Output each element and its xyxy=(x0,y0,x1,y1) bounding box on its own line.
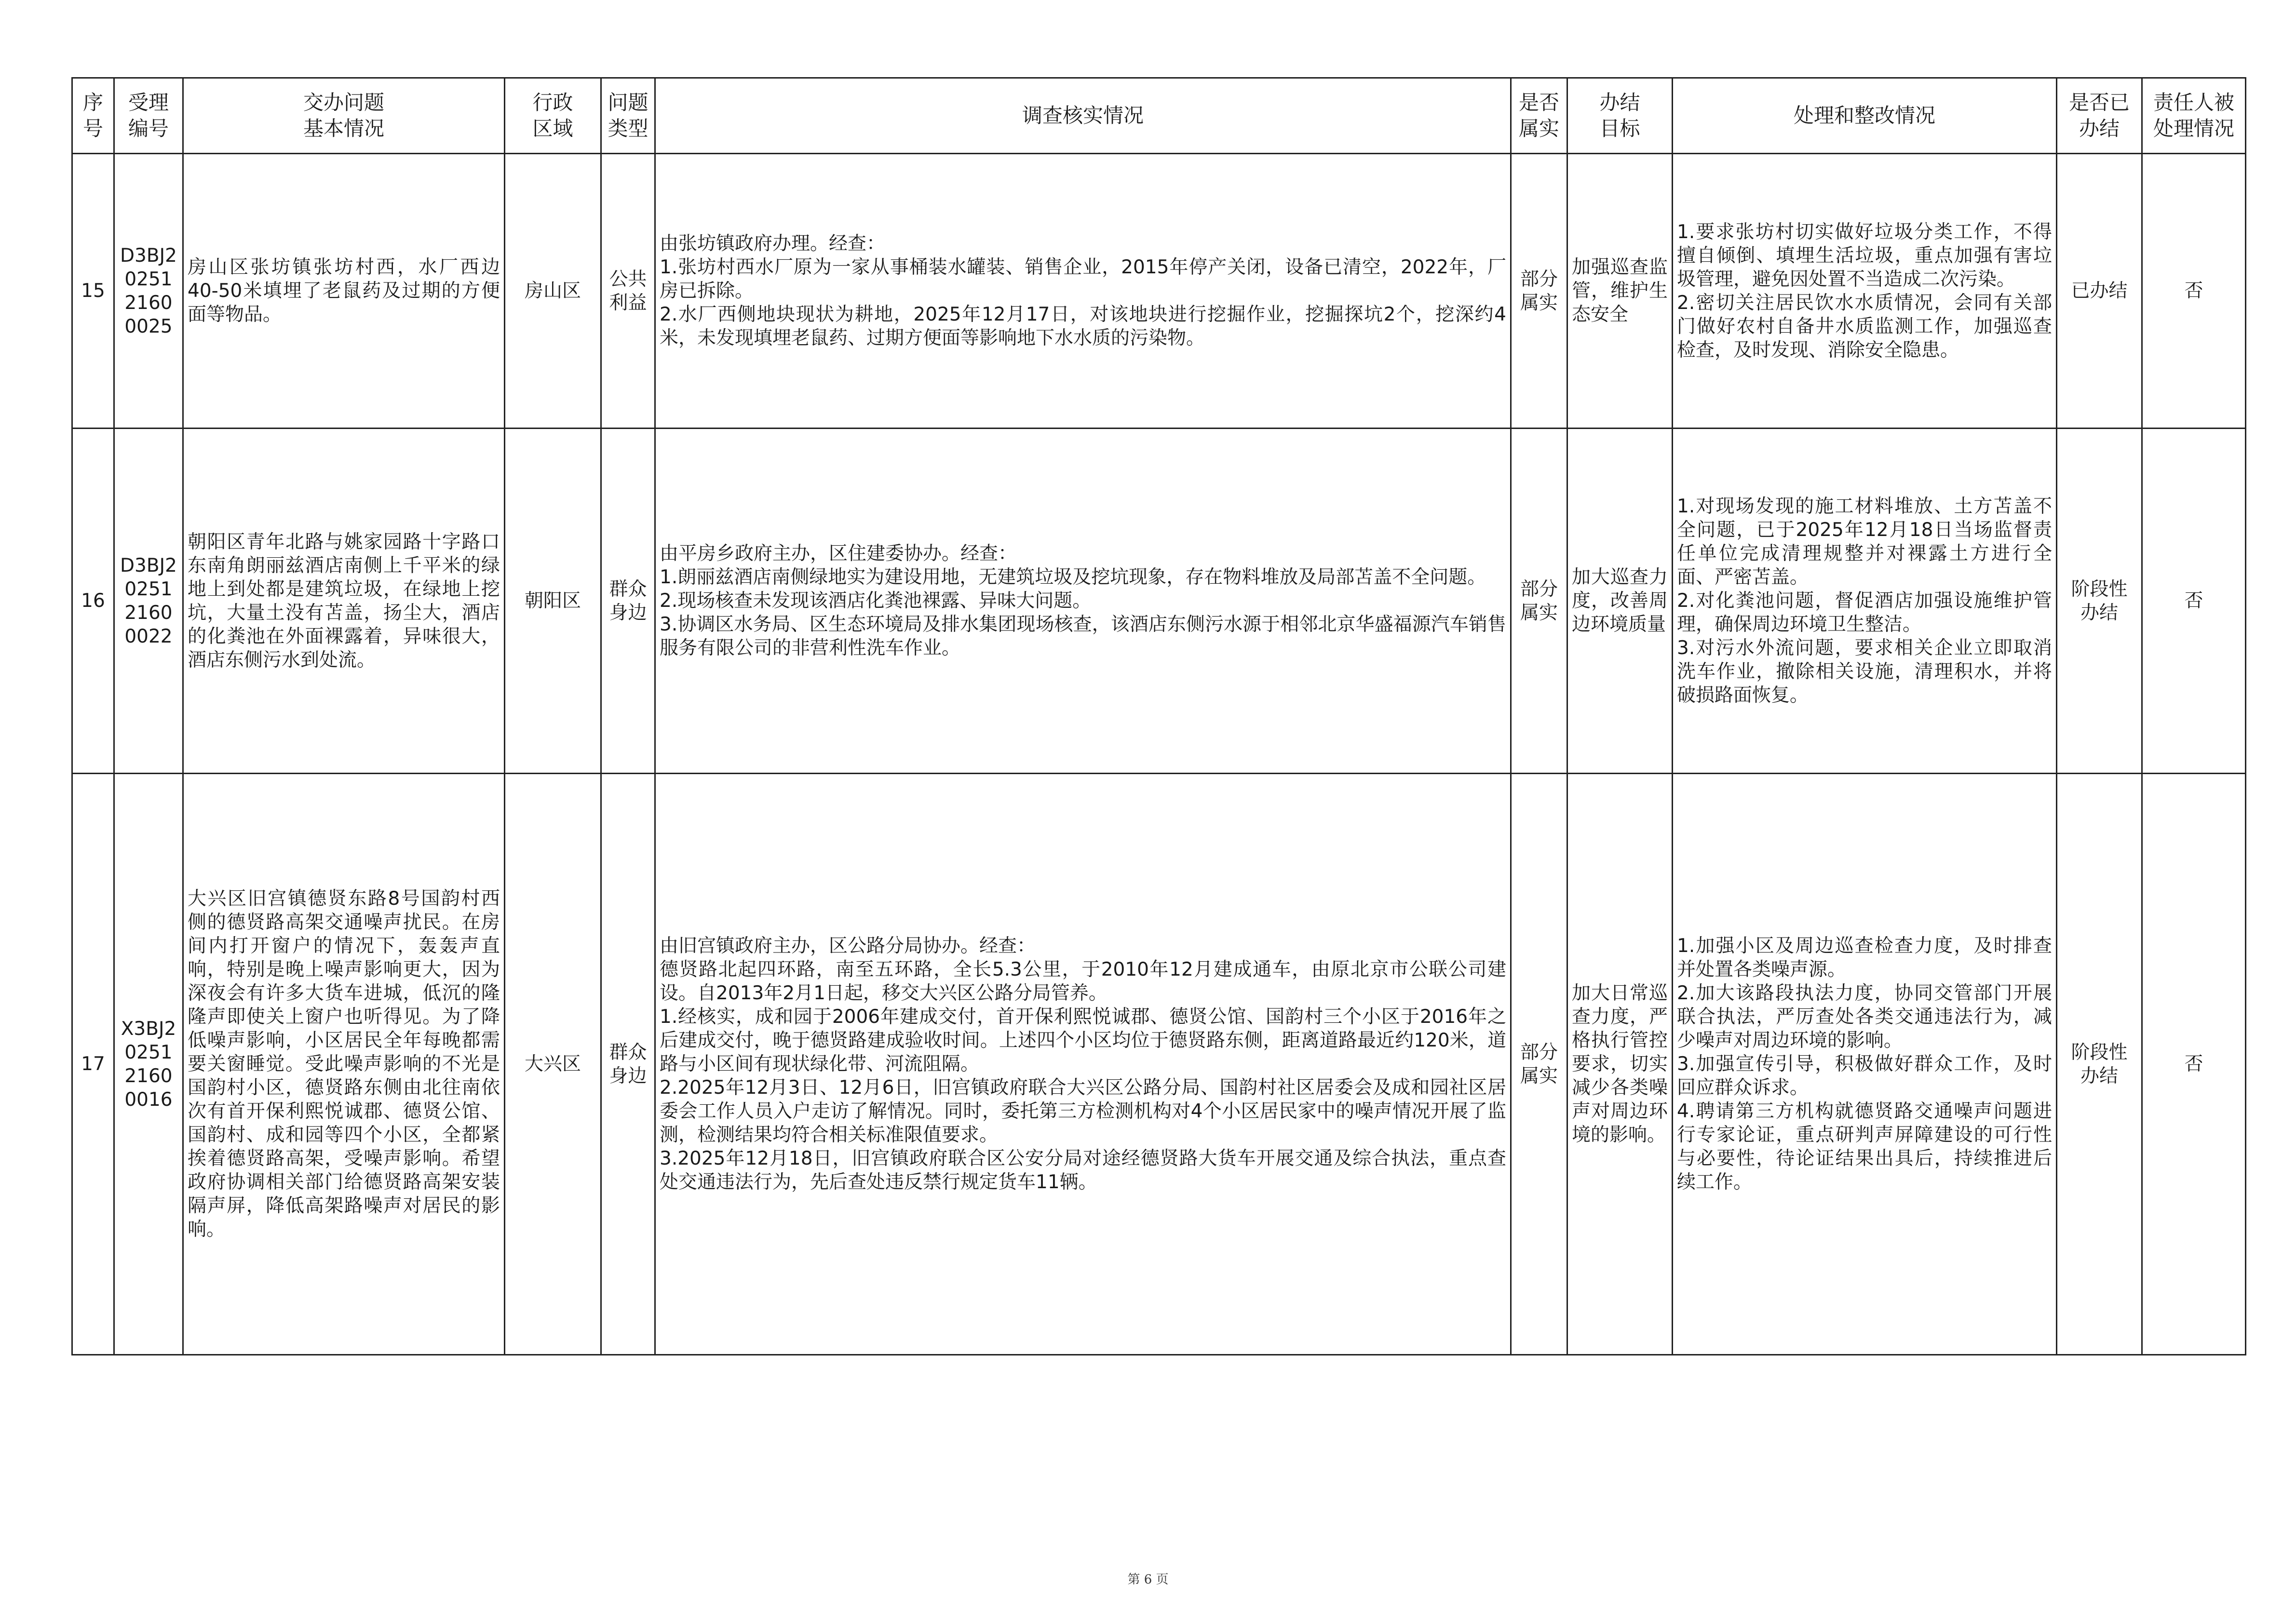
cell-seq: 17 xyxy=(72,774,114,1355)
cell-goal: 加大巡查力度，改善周边环境质量 xyxy=(1567,429,1673,774)
cell-issue: 大兴区旧宫镇德贤东路8号国韵村西侧的德贤路高架交通噪声扰民。在房间内打开窗户的情况下，轰轰声直响，特别是晚上噪声影响更大，因为深夜会有许多大货车进城，低沉的隆隆声即使关上窗户也听得见。为了降低噪声影响，小区居民全年每晚都需要关窗睡觉。受此噪声影响的不光是国韵村小区，德贤路东侧由北往南依次有首开保利熙悦诚郡、德贤公馆、国韵村、成和园等四个小区，全都紧挨着德贤路高架，受噪声影响。希望政府协调相关部门给德贤路高架安装隔声屏，降低高架路噪声对居民的影响。 xyxy=(183,774,505,1355)
cell-goal: 加强巡查监管，维护生态安全 xyxy=(1567,154,1673,429)
cell-handling: 1.加强小区及周边巡查检查力度，及时排查并处置各类噪声源。 2.加大该路段执法力度，协同交管部门开展联合执法，严厉查处各类交通违法行为，减少噪声对周边环境的影响。 3.加强宣传引导，积极做好群众工作，及时回应群众诉求。 4.聘请第三方机构就德贤路交通噪声问题进行专家论证，重点研判声屏障建设的可行性与必要性，待论证结果出具后，持续推进后续工作。 xyxy=(1673,774,2057,1355)
cell-id: D3BJ2025121600022 xyxy=(114,429,183,774)
cell-district: 大兴区 xyxy=(505,774,601,1355)
cell-id: X3BJ2025121600016 xyxy=(114,774,183,1355)
page-number: 第 6 页 xyxy=(1127,1572,1169,1587)
cell-issue: 房山区张坊镇张坊村西，水厂西边40-50米填埋了老鼠药及过期的方便面等物品。 xyxy=(183,154,505,429)
header-handling: 处理和整改情况 xyxy=(1673,78,2057,154)
cell-investigation: 由张坊镇政府办理。经查： 1.张坊村西水厂原为一家从事桶装水罐装、销售企业，2015年停产关闭，设备已清空，2022年，厂房已拆除。 2.水厂西侧地块现状为耕地，2025年12月17日，对该地块进行挖掘作业，挖掘探坑2个，挖深约4米，未发现填埋老鼠药、过期方便面等影响地下水水质的污染物。 xyxy=(655,154,1511,429)
cell-seq: 15 xyxy=(72,154,114,429)
header-type: 问题 类型 xyxy=(601,78,655,154)
cell-id: D3BJ2025121600025 xyxy=(114,154,183,429)
cell-handling: 1.对现场发现的施工材料堆放、土方苫盖不全问题，已于2025年12月18日当场监督责任单位完成清理规整并对裸露土方进行全面、严密苫盖。 2.对化粪池问题，督促酒店加强设施维护管理，确保周边环境卫生整洁。 3.对污水外流问题，要求相关企业立即取消洗车作业，撤除相关设施，清理积水，并将破损路面恢复。 xyxy=(1673,429,2057,774)
cell-type: 群众 身边 xyxy=(601,774,655,1355)
header-verified: 是否 属实 xyxy=(1511,78,1567,154)
cell-investigation: 由平房乡政府主办，区住建委协办。经查： 1.朗丽兹酒店南侧绿地实为建设用地，无建筑垃圾及挖坑现象，存在物料堆放及局部苫盖不全问题。 2.现场核查未发现该酒店化粪池裸露、异味大问题。 3.协调区水务局、区生态环境局及排水集团现场核查，该酒店东侧污水源于相邻北京华盛福源汽车销售服务有限公司的非营利性洗车作业。 xyxy=(655,429,1511,774)
header-id: 受理 编号 xyxy=(114,78,183,154)
cell-seq: 16 xyxy=(72,429,114,774)
cell-investigation: 由旧宫镇政府主办，区公路分局协办。经查： 德贤路北起四环路，南至五环路，全长5.3公里，于2010年12月建成通车，由原北京市公联公司建设。自2013年2月1日起，移交大兴区公路分局管养。 1.经核实，成和园于2006年建成交付，首开保利熙悦诚郡、德贤公馆、国韵村三个小区于2016年之后建成交付，晚于德贤路建成验收时间。上述四个小区均位于德贤路东侧，距离道路最近约120米，道路与小区间有现状绿化带、河流阻隔。 2.2025年12月3日、12月6日，旧宫镇政府联合大兴区公路分局、国韵村社区居委会及成和园社区居委会工作人员入户走访了解情况。同时，委托第三方检测机构对4个小区居民家中的噪声情况开展了监测，检测结果均符合相关标准限值要求。 3.2025年12月18日，旧宫镇政府联合区公安分局对途经德贤路大货车开展交通及综合执法，重点查处交通违法行为，先后查处违反禁行规定货车11辆。 xyxy=(655,774,1511,1355)
header-goal: 办结 目标 xyxy=(1567,78,1673,154)
header-issue: 交办问题 基本情况 xyxy=(183,78,505,154)
table-row xyxy=(72,774,2246,1355)
cell-type: 群众 身边 xyxy=(601,429,655,774)
header-row xyxy=(72,78,2246,154)
cell-closed: 阶段性 办结 xyxy=(2057,429,2142,774)
cell-verified: 部分 属实 xyxy=(1511,429,1567,774)
header-investigation: 调查核实情况 xyxy=(655,78,1511,154)
cell-accountability: 否 xyxy=(2142,774,2246,1355)
cell-goal: 加大日常巡查力度，严格执行管控要求，切实减少各类噪声对周边环境的影响。 xyxy=(1567,774,1673,1355)
header-seq: 序 号 xyxy=(72,78,114,154)
table-row xyxy=(72,429,2246,774)
header-district: 行政 区域 xyxy=(505,78,601,154)
header-accountability: 责任人被 处理情况 xyxy=(2142,78,2246,154)
cell-verified: 部分 属实 xyxy=(1511,154,1567,429)
cell-district: 房山区 xyxy=(505,154,601,429)
table-row xyxy=(72,154,2246,429)
cell-accountability: 否 xyxy=(2142,154,2246,429)
cell-issue: 朝阳区青年北路与姚家园路十字路口东南角朗丽兹酒店南侧上千平米的绿地上到处都是建筑垃圾，在绿地上挖坑，大量土没有苫盖，扬尘大，酒店的化粪池在外面裸露着，异味很大，酒店东侧污水到处流。 xyxy=(183,429,505,774)
cell-handling: 1.要求张坊村切实做好垃圾分类工作，不得擅自倾倒、填埋生活垃圾，重点加强有害垃圾管理，避免因处置不当造成二次污染。 2.密切关注居民饮水水质情况，会同有关部门做好农村自备井水质监测工作，加强巡查检查，及时发现、消除安全隐患。 xyxy=(1673,154,2057,429)
complaint-table xyxy=(71,77,2246,1355)
header-closed: 是否已 办结 xyxy=(2057,78,2142,154)
cell-verified: 部分 属实 xyxy=(1511,774,1567,1355)
cell-closed: 阶段性 办结 xyxy=(2057,774,2142,1355)
cell-accountability: 否 xyxy=(2142,429,2246,774)
cell-type: 公共 利益 xyxy=(601,154,655,429)
cell-closed: 已办结 xyxy=(2057,154,2142,429)
cell-district: 朝阳区 xyxy=(505,429,601,774)
